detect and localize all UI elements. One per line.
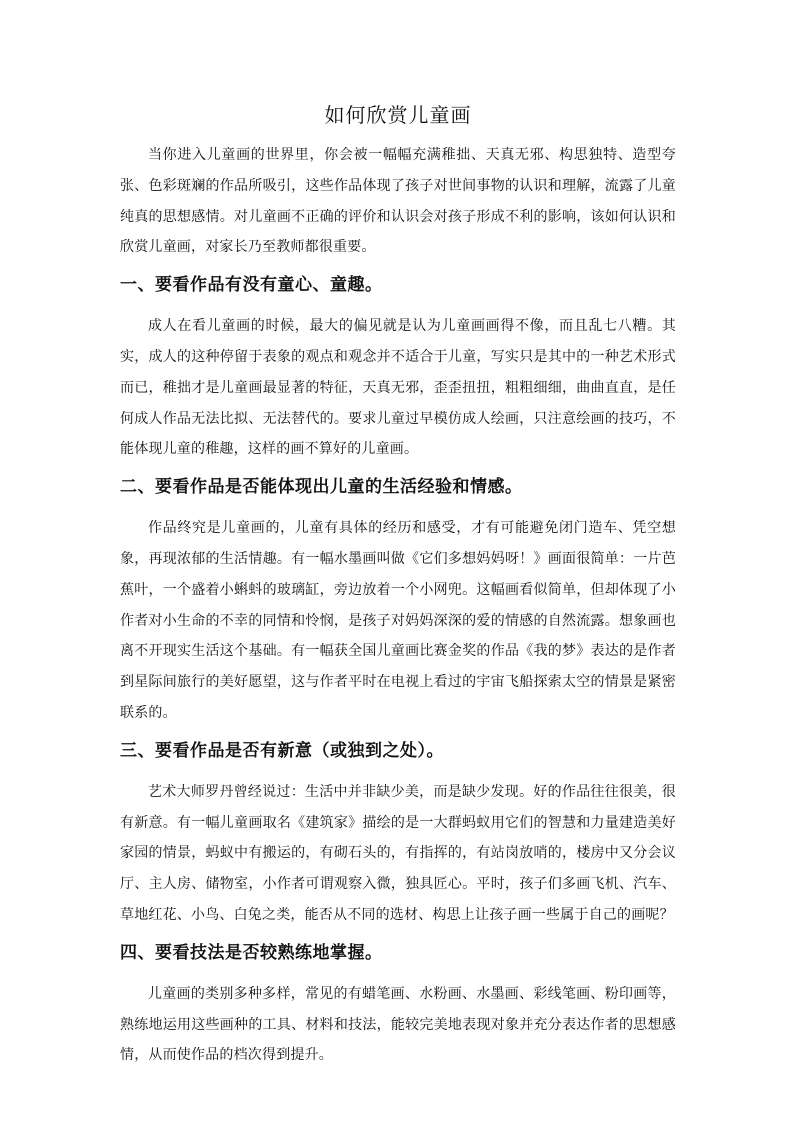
section-body: 儿童画的类别多种多样，常见的有蜡笔画、水粉画、水墨画、彩线笔画、粉印画等，熟练地运用这些画种的工具、材料和技法，能较完美地表现对象并充分表达作者的思想感情，从而使作品的档次得到提升。 xyxy=(120,985,676,1064)
section-2 xyxy=(120,471,676,729)
section-3 xyxy=(120,735,676,931)
document-page xyxy=(120,98,676,1071)
section-1 xyxy=(120,269,676,465)
section-heading: 二、要看作品是否能体现出儿童的生活经验和情感。 xyxy=(120,477,523,498)
intro-paragraph: 当你进入儿童画的世界里，你会被一幅幅充满稚拙、天真无邪、构思独特、造型夸张、色彩斑斓的作品所吸引，这些作品体现了孩子对世间事物的认识和理解，流露了儿童纯真的思想感情。对儿童画不正确的评价和认识会对孩子形成不利的影响，该如何认识和欣赏儿童画，对家长乃至教师都很重要。 xyxy=(120,147,676,256)
section-heading: 四、要看技法是否较熟练地掌握。 xyxy=(120,942,383,963)
section-heading: 三、要看作品是否有新意（或独到之处）。 xyxy=(120,740,444,761)
section-body: 作品终究是儿童画的，儿童有具体的经历和感受，才有可能避免闭门造车、凭空想象，再现浓郁的生活情趣。有一幅水墨画叫做《它们多想妈妈呀！》画面很简单：一片芭蕉叶，一个盛着小蝌蚪的玻璃缸，旁边放着一个小网兜。这幅画看似简单，但却体现了小作者对小生命的不幸的同情和怜悯，是孩子对妈妈深深的爱的情感的自然流露。想象画也离不开现实生活这个基础。有一幅获全国儿童画比赛金奖的作品《我的梦》表达的是作者到星际间旅行的美好愿望，这与作者平时在电视上看过的宇宙飞船探索太空的情景是紧密联系的。 xyxy=(120,520,676,721)
section-body: 艺术大师罗丹曾经说过：生活中并非缺少美，而是缺少发现。好的作品往往很美，很有新意。有一幅儿童画取名《建筑家》描绘的是一大群蚂蚁用它们的智慧和力量建造美好家园的情景，蚂蚁中有搬运的，有砌石头的，有指挥的，有站岗放哨的，楼房中又分会议厅、主人房、储物室，小作者可谓观察入微，独具匠心。平时，孩子们多画飞机、汽车、草地红花、小鸟、白兔之类，能否从不同的选材、构思上让孩子画一些属于自己的画呢？ xyxy=(120,783,676,923)
document-title: 如何欣赏儿童画 xyxy=(324,103,472,127)
section-heading: 一、要看作品有没有童心、童趣。 xyxy=(120,275,383,296)
section-body: 成人在看儿童画的时候，最大的偏见就是认为儿童画画得不像，而且乱七八糟。其实，成人的这种停留于表象的观点和观念并不适合于儿童，写实只是其中的一种艺术形式而已，稚拙才是儿童画最显著的特征，天真无邪，歪歪扭扭，粗粗细细，曲曲直直，是任何成人作品无法比拟、无法替代的。要求儿童过早模仿成人绘画，只注意绘画的技巧，不能体现儿童的稚趣，这样的画不算好的儿童画。 xyxy=(120,318,676,458)
section-4 xyxy=(120,937,676,1071)
